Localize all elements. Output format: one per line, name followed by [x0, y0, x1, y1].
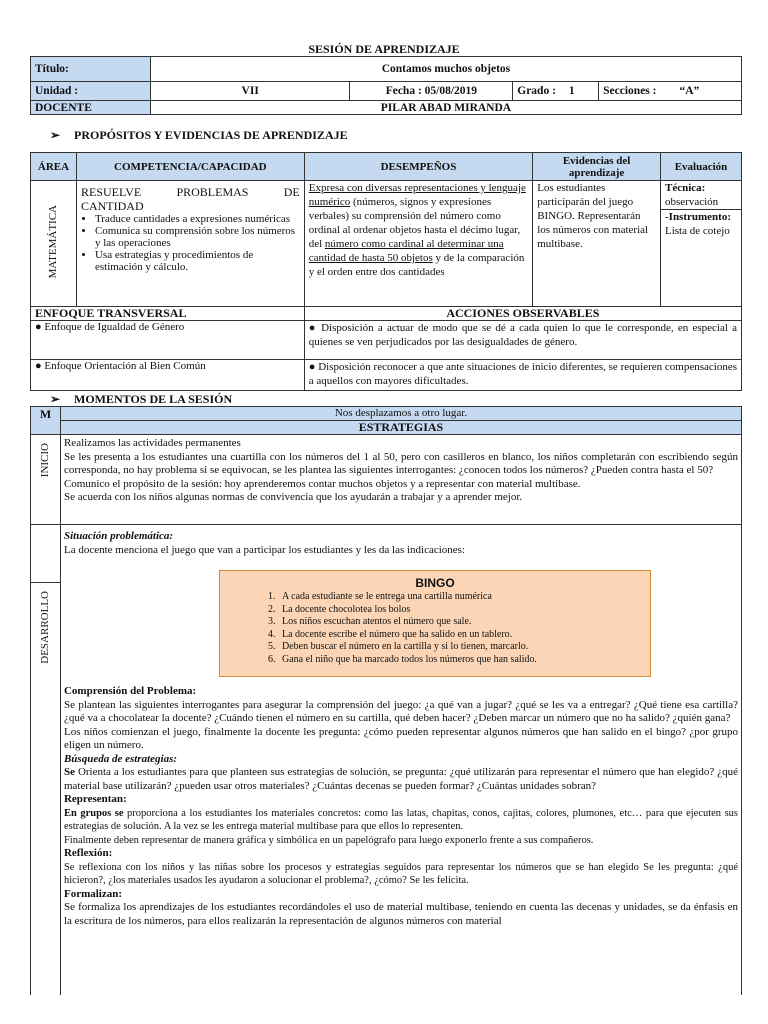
bingo-list [220, 591, 650, 666]
accion-1: ● Disposición a actuar de modo que se dé a cada quien lo que le corresponde, en especial a quienes se ven perjudicados por las desigualdades de género. [304, 321, 741, 360]
unidad-label: Unidad : [31, 82, 151, 101]
busqueda-paragraph [64, 766, 738, 793]
list-item: 6. Gana el niño que ha marcado todos los números que han salido. [278, 654, 650, 667]
inicio-p2: Se les presenta a los estudiantes una cuartilla con los números del 1 al 50, pero con casilleros en blanco, los niños completarán con escribiendo según corresponda, no hay problema si se equivocan, se les plantea las siguientes interrogantes: ¿conocen todos los números? ¿Pueden contra hasta el 50? [63, 450, 738, 476]
comprension-text-2: Los niños comienzan el juego, finalmente la docente les pregunta: ¿cómo pueden representar algunos números que han salido en el bingo? ¿por grupo eligen un número. [63, 725, 738, 751]
document-title: SESIÓN DE APRENDIZAJE [308, 42, 460, 56]
busqueda-lead: Se [63, 766, 75, 778]
capacidades-list [81, 213, 300, 273]
enfoque-1: ● Enfoque de Igualdad de Género [31, 321, 305, 360]
competencia-cell [76, 181, 304, 307]
accion-1-text: Disposición a actuar de modo que se dé a cada quien lo que le corresponde, en especial a quienes se ven perjudicados por las desigualdades de género. [308, 322, 737, 348]
accion-2-text: Disposición reconocer a que ante situaciones de inicio diferentes, se requieren compensaciones a aquellos con mayores dificultades. [308, 361, 737, 387]
representan-lead: En grupos se [63, 807, 124, 819]
secciones-cell [599, 82, 742, 101]
competencia-title: RESUELVE PROBLEMAS DE CANTIDAD [80, 185, 300, 213]
formalizan-title: Formalizan: [63, 887, 123, 900]
docente-label: DOCENTE [31, 101, 151, 115]
list-item: 4. La docente escribe el número que ha salido en un tablero. [278, 629, 650, 642]
propositos-table [30, 152, 742, 391]
secciones-value: “A” [679, 85, 700, 97]
desempeno-underlined-1: Expresa con diversas representaciones y lenguaje numérico [308, 182, 526, 208]
busqueda-text: Orienta a los estudiantes para que planteen sus estrategias de solución, se pregunta: ¿qué utilizarán para representar el número que han elegido? ¿qué material base utilizarán? ¿pueden usar otros materiales? ¿Cuántas decenas se pueden formar? ¿Cuántas unidades sobran? [63, 766, 738, 792]
enfoque-1-name: Enfoque de Igualdad de Género [44, 321, 185, 333]
list-item: 1. A cada estudiante se le entrega una cartilla numérica [278, 591, 650, 604]
representan-text: proporciona a los estudiantes los materiales concretos: como las latas, chapitas, conos, cajitas, colores, plumones, etc… para que ejecuten sus estrategias de solución. A la vez se les entrega material multibase para que ellos lo representen. [63, 807, 739, 832]
inicio-content [60, 435, 741, 525]
list-item: • Traduce cantidades a expresiones numéricas [95, 213, 300, 225]
header-table [30, 56, 742, 115]
titulo-value: Contamos muchos objetos [150, 57, 741, 82]
grado-cell [513, 82, 599, 101]
propositos-heading [50, 128, 348, 143]
desarrollo-cell [31, 525, 61, 995]
docente-value: PILAR ABAD MIRANDA [150, 101, 741, 115]
representan-text-2: Finalmente deben representar de manera gráfica y simbólica en un papelógrafo para luego exponerlo frente a sus compañeros. [63, 834, 594, 846]
momentos-heading-text: MOMENTOS DE LA SESIÓN [74, 392, 233, 406]
inicio-p3: Comunico el propósito de la sesión: hoy aprenderemos contar muchos objetos y a representar con material multibase. [63, 477, 581, 490]
col-area: ÁREA [31, 153, 77, 181]
busqueda-title: Búsqueda de estrategias: [63, 752, 178, 765]
nos-desplazamos: Nos desplazamos a otro lugar. [60, 407, 741, 421]
col-competencia: COMPETENCIA/CAPACIDAD [76, 153, 304, 181]
reflexion-title: Reflexión: [63, 847, 113, 859]
instrumento-value: Lista de cotejo [665, 225, 730, 237]
list-item: • Usa estrategias y procedimientos de estimación y cálculo. [95, 249, 300, 273]
instrumento-label: -Instrumento: [661, 209, 741, 224]
bingo-box [219, 570, 651, 677]
desempenos-cell [304, 181, 532, 307]
comprension-text: Se plantean las siguientes interrogantes para asegurar la comprensión del juego: ¿a qué van a jugar? ¿qué se les va a entregar? ¿Qué tiene esa cartilla? ¿qué va a chocolatear la docente? ¿Cuándo tienen el número en su cartilla, qué deben hacer? ¿Deben marcar un número que no ha salido? ¿quién gana? [63, 698, 738, 724]
secciones-label: Secciones : [603, 85, 657, 97]
representan-paragraph [64, 807, 738, 834]
list-item: 2. La docente chocolotea los bolos [278, 604, 650, 617]
desempeno-text-2: y de la comparación y el orden entre dos cantidades [308, 252, 525, 278]
list-item: 5. Deben buscar el número en la cartilla y si lo tienen, marcarlo. [278, 641, 650, 654]
tecnica-label: Técnica: [665, 182, 706, 194]
inicio-label: INICIO [39, 443, 52, 478]
unidad-value: VII [150, 82, 350, 101]
grado-value: 1 [568, 85, 575, 97]
col-m: M [31, 407, 61, 435]
arrow-bullet-icon: ➢ [50, 128, 61, 142]
inicio-p4: Se acuerda con los niños algunas normas de convivencia que los ayudarán a trabajar y a aprender mejor. [63, 491, 523, 503]
list-item: • Comunica su comprensión sobre los números y las operaciones [95, 225, 300, 249]
evaluacion-cell [661, 181, 742, 307]
acciones-header: ACCIONES OBSERVABLES [304, 307, 741, 321]
reflexion-text: Se reflexiona con los niños y las niñas sobre los procesos y estrategias seguidos para representar los números que se han elegido Se les pregunta: ¿qué hicieron?, ¿los materiales usados les ayudaron a solucionar el problema?, ¿cómo? Se les felicita. [63, 861, 738, 886]
col-desempenos: DESEMPEÑOS [304, 153, 532, 181]
formalizan-text: Se formaliza los aprendizajes de los estudiantes recordándoles el uso de material multibase, teniendo en cuenta las decenas y unidades, se da énfasis en la escritura de los números, para ellos realizarán la representación de algunos números con material [63, 901, 738, 927]
tecnica-value: observación [665, 196, 719, 208]
situacion-title: Situación problemática: [63, 530, 174, 542]
inicio-cell [31, 435, 61, 525]
momentos-table [30, 406, 742, 995]
enfoque-header: ENFOQUE TRANSVERSAL [31, 307, 305, 321]
titulo-label: Título: [31, 57, 151, 82]
enfoque-2-name: Enfoque Orientación al Bien Común [44, 360, 206, 372]
enfoque-2: ● Enfoque Orientación al Bien Común [31, 360, 305, 391]
evidencias-cell: Los estudiantes participarán del juego BINGO. Representarán los números con material multibase. [533, 181, 661, 307]
col-evidencias: Evidencias del aprendizaje [533, 153, 661, 181]
bingo-title: BINGO [415, 576, 455, 590]
col-evaluacion: Evaluación [661, 153, 742, 181]
accion-2: ● Disposición reconocer a que ante situaciones de inicio diferentes, se requieren compensaciones a aquellos con mayores dificultades. [304, 360, 741, 391]
grado-label: Grado : [517, 85, 556, 97]
area-value: MATEMÁTICA [47, 205, 60, 279]
inicio-p1: Realizamos las actividades permanentes [63, 437, 241, 449]
fecha-value: Fecha : 05/08/2019 [350, 82, 513, 101]
desarrollo-label: DESARROLLO [39, 591, 52, 664]
situacion-text: La docente menciona el juego que van a participar los estudiantes y les da las indicaciones: [63, 543, 466, 556]
desempeno-text-1: (números, signos y expresiones verbales) su comprensión del número como ordinal al ordenar objetos hasta el décimo lugar, del [308, 196, 521, 250]
desempeno-underlined-2: número como cardinal al determinar una cantidad de hasta 50 objetos [308, 238, 504, 264]
area-cell [31, 181, 77, 307]
list-item: 3. Los niños escuchan atentos el número que sale. [278, 616, 650, 629]
estrategias-header: ESTRATEGIAS [60, 421, 741, 435]
comprension-title: Comprensión del Problema: [63, 685, 197, 697]
representan-title: Representan: [63, 793, 127, 805]
propositos-heading-text: PROPÓSITOS Y EVIDENCIAS DE APRENDIZAJE [74, 128, 348, 142]
momentos-heading [50, 393, 232, 406]
arrow-bullet-icon: ➢ [50, 392, 61, 406]
